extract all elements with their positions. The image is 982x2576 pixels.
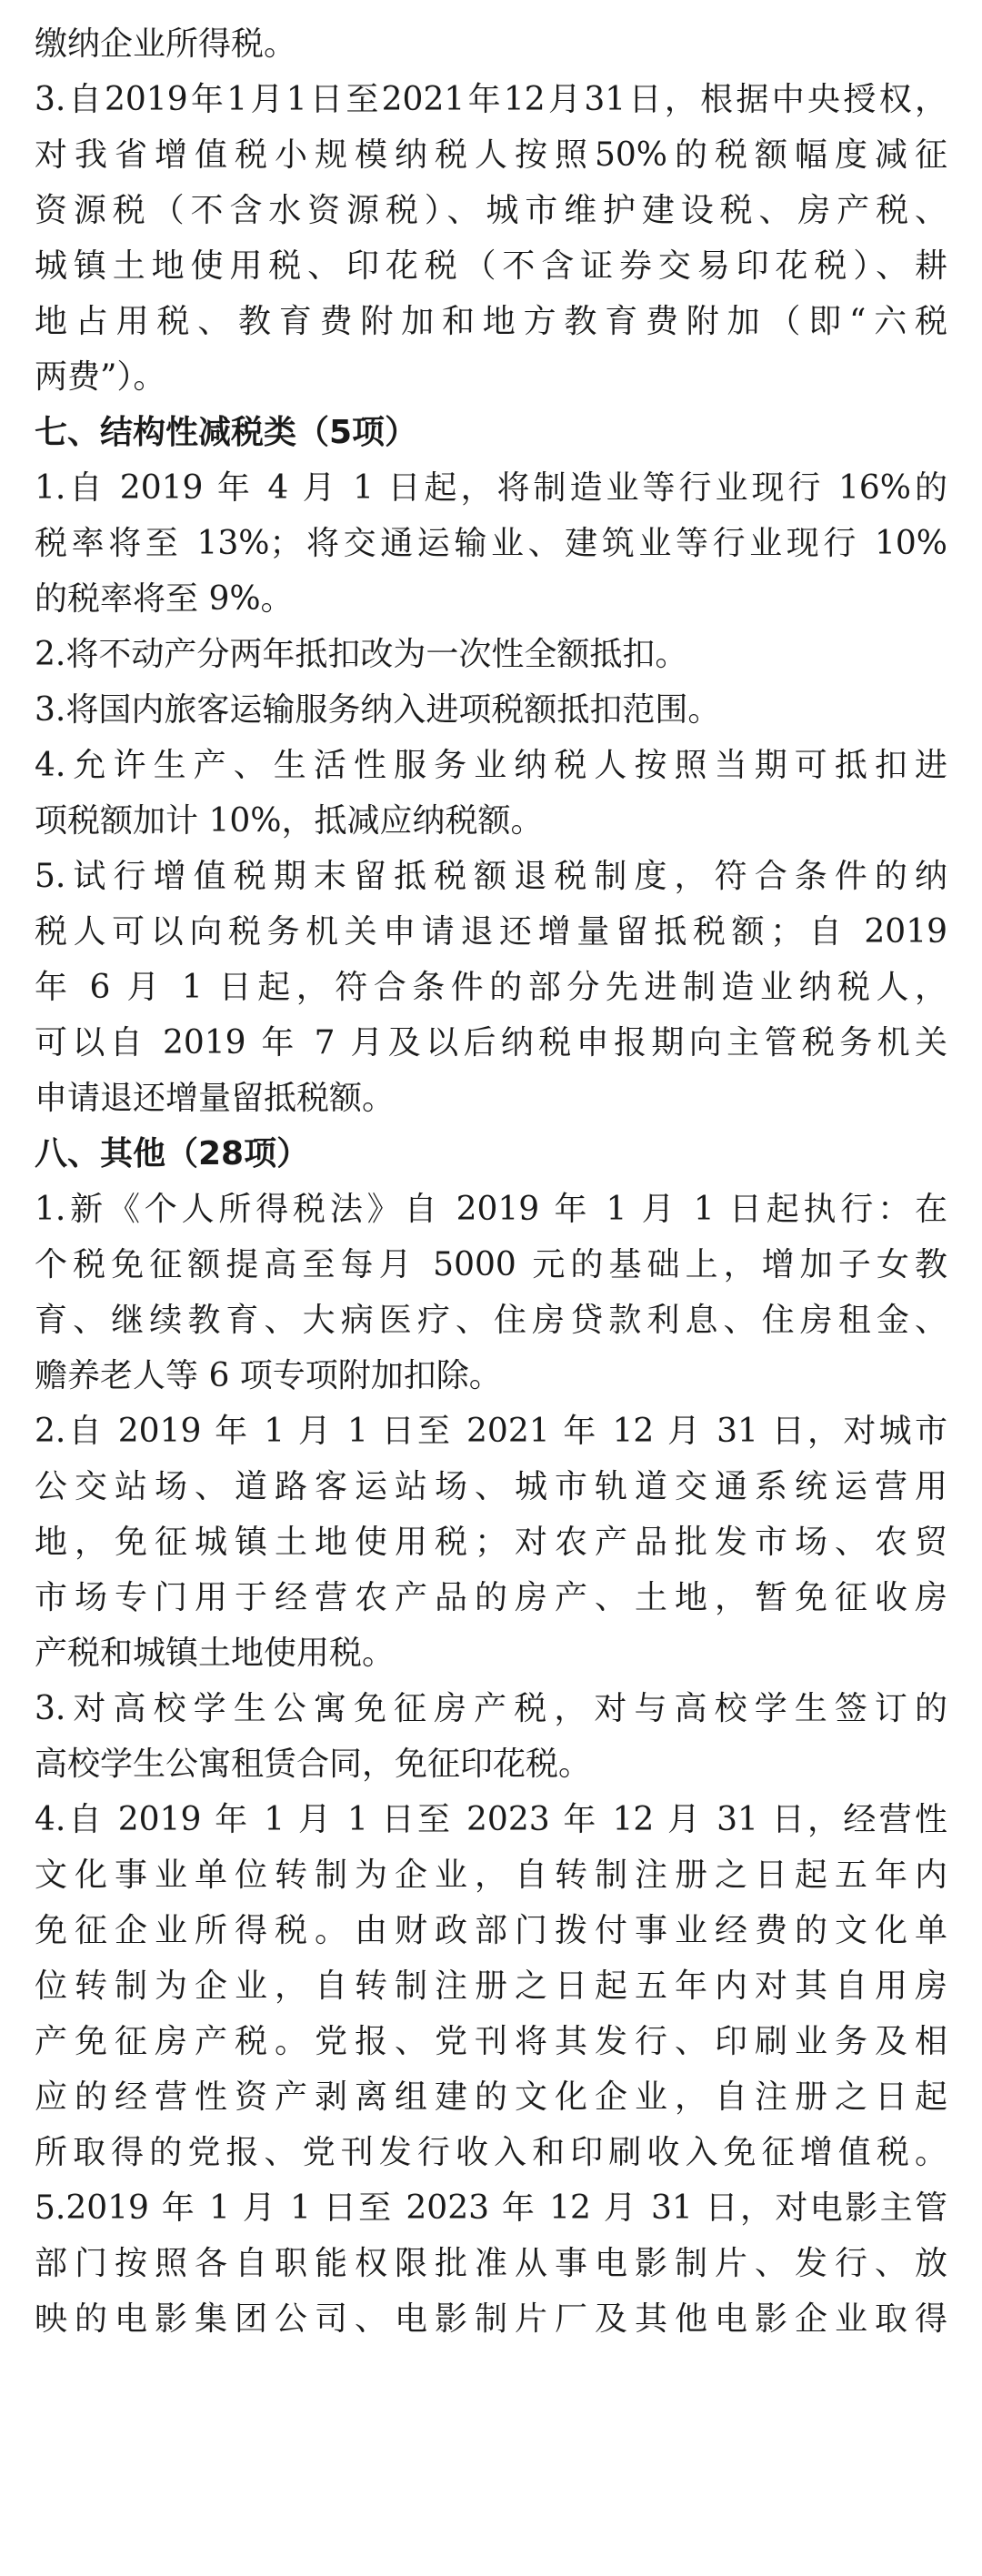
text-line: 2.自 2019 年 1 月 1 日至 2021 年 12 月 31 日，对城市 <box>35 1413 947 1450</box>
text-line: 产免征房产税。党报、党刊将其发行、印刷业务及相 <box>35 2023 947 2060</box>
text-line: 个税免征额提高至每月 5000 元的基础上，增加子女教 <box>35 1246 947 1283</box>
text-line: 3.将国内旅客运输服务纳入进项税额抵扣范围。 <box>35 691 721 729</box>
text-line: 位转制为企业，自转制注册之日起五年内对其自用房 <box>35 1967 947 2005</box>
text-line: 城镇土地使用税、印花税（不含证券交易印花税）、耕 <box>35 247 947 285</box>
text-line: 产税和城镇土地使用税。 <box>35 1635 396 1672</box>
text-line: 税人可以向税务机关申请退还增量留抵税额；自 2019 <box>35 913 947 951</box>
text-line: 项税额加计 10%，抵减应纳税额。 <box>35 802 544 840</box>
text-line: 对我省增值税小规模纳税人按照50%的税额幅度减征 <box>35 136 947 174</box>
text-line: 公交站场、道路客运站场、城市轨道交通系统运营用 <box>35 1468 947 1505</box>
text-line: 5.2019 年 1 月 1 日至 2023 年 12 月 31 日，对电影主管 <box>35 2189 947 2227</box>
text-line: 高校学生公寓租赁合同，免征印花税。 <box>35 1746 592 1783</box>
text-line: 育、继续教育、大病医疗、住房贷款利息、住房租金、 <box>35 1302 947 1339</box>
text-line: 申请退还增量留抵税额。 <box>35 1080 396 1117</box>
text-line: 文化事业单位转制为企业，自转制注册之日起五年内 <box>35 1857 947 1894</box>
text-line: 地占用税、教育费附加和地方教育费附加（即“六税 <box>35 303 947 340</box>
text-line: 2.将不动产分两年抵扣改为一次性全额抵扣。 <box>35 636 688 673</box>
section-heading: 七、结构性减税类（5项） <box>35 414 418 451</box>
text-line: 的税率将至 9%。 <box>35 580 294 618</box>
text-line: 缴纳企业所得税。 <box>35 25 297 63</box>
text-line: 部门按照各自职能权限批准从事电影制片、发行、放 <box>35 2245 947 2282</box>
text-line: 资源税（不含水资源税）、城市维护建设税、房产税、 <box>35 192 947 229</box>
text-line: 免征企业所得税。由财政部门拨付事业经费的文化单 <box>35 1912 947 1949</box>
text-line: 税率将至 13%；将交通运输业、建筑业等行业现行 10% <box>35 525 947 562</box>
text-line: 1.新《个人所得税法》自 2019 年 1 月 1 日起执行：在 <box>35 1191 947 1228</box>
text-line: 两费”）。 <box>35 358 166 396</box>
text-line: 4.自 2019 年 1 月 1 日至 2023 年 12 月 31 日，经营性 <box>35 1801 947 1838</box>
text-line: 市场专门用于经营农产品的房产、土地，暂免征收房 <box>35 1579 947 1616</box>
text-line: 1.自 2019 年 4 月 1 日起，将制造业等行业现行 16%的 <box>35 469 947 507</box>
text-line: 3.对高校学生公寓免征房产税，对与高校学生签订的 <box>35 1690 947 1727</box>
text-line: 所取得的党报、党刊发行收入和印刷收入免征增值税。 <box>35 2134 947 2171</box>
text-line: 5.试行增值税期末留抵税额退税制度，符合条件的纳 <box>35 858 947 895</box>
text-line: 4.允许生产、生活性服务业纳税人按照当期可抵扣进 <box>35 747 947 784</box>
text-line: 应的经营性资产剥离组建的文化企业，自注册之日起 <box>35 2078 947 2116</box>
text-line: 映的电影集团公司、电影制片厂及其他电影企业取得 <box>35 2300 947 2338</box>
text-line: 年 6 月 1 日起，符合条件的部分先进制造业纳税人， <box>35 969 947 1006</box>
text-line: 可以自 2019 年 7 月及以后纳税申报期向主管税务机关 <box>35 1024 947 1062</box>
section-heading: 八、其他（28项） <box>35 1135 310 1172</box>
document-body <box>35 16 947 2347</box>
text-line: 地，免征城镇土地使用税；对农产品批发市场、农贸 <box>35 1524 947 1561</box>
text-line: 3.自2019年1月1日至2021年12月31日，根据中央授权， <box>35 81 947 118</box>
text-line: 赡养老人等 6 项专项附加扣除。 <box>35 1357 502 1394</box>
